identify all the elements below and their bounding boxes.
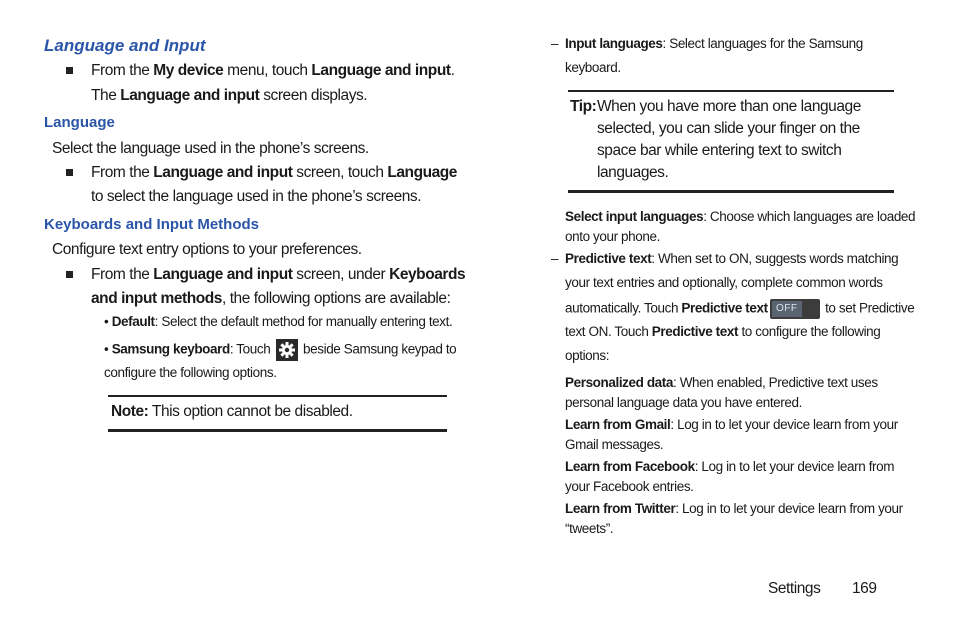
- select-input-languages-line2: onto your phone.: [565, 229, 660, 244]
- personalized-data: Personalized data: When enabled, Predictive text uses: [565, 375, 878, 390]
- step-language-line2: to select the language used in the phone’s screens.: [91, 188, 422, 205]
- tip-top-rule: [568, 90, 894, 92]
- gear-icon: [276, 339, 298, 361]
- note-bottom-rule: [108, 429, 447, 432]
- dash-bullet: –: [551, 251, 559, 266]
- bullet-default: • Default: Select the default method for manually entering text.: [104, 314, 453, 329]
- predictive-text-line4: text ON. Touch Predictive text to configure the following: [565, 324, 881, 339]
- language-description: Select the language used in the phone’s screens.: [52, 140, 369, 157]
- predictive-text-toggle[interactable]: [770, 299, 820, 319]
- tip-bottom-rule: [568, 190, 894, 193]
- subheading-language: Language: [44, 114, 115, 131]
- select-input-languages: Select input languages: Choose which languages are loaded: [565, 209, 916, 224]
- subheading-keyboards: Keyboards and Input Methods: [44, 216, 260, 233]
- tip-line-2: selected, you can slide your finger on the: [597, 120, 860, 137]
- step-my-device: From the My device menu, touch Language and input.: [91, 62, 455, 79]
- page-number: 169: [852, 580, 877, 597]
- footer-section: Settings: [768, 580, 821, 597]
- bullet-square: [66, 169, 73, 176]
- learn-from-twitter-line2: “tweets”.: [565, 521, 614, 536]
- personalized-data-line2: personal language data you have entered.: [565, 395, 802, 410]
- learn-from-facebook: Learn from Facebook: Log in to let your device learn from: [565, 459, 895, 474]
- predictive-text-line2: your text entries and optionally, complete common words: [565, 275, 883, 290]
- input-languages: Input languages: Select languages for the Samsung: [565, 36, 863, 51]
- tip-label-bold: Tip:: [570, 98, 597, 115]
- bullet-square: [66, 271, 73, 278]
- keyboards-description: Configure text entry options to your preferences.: [52, 241, 362, 258]
- step-my-device-line2: The Language and input screen displays.: [91, 87, 368, 104]
- learn-from-twitter: Learn from Twitter: Log in to let your device learn from your: [565, 501, 903, 516]
- predictive-text-line5: options:: [565, 348, 610, 363]
- step-keyboards-line2: and input methods, the following options are available:: [91, 290, 451, 307]
- bullet-samsung-keyboard: • Samsung keyboard: Touch beside Samsung keypad to: [104, 339, 456, 361]
- note: Note: This option cannot be disabled.: [111, 403, 353, 420]
- section-heading-language-and-input: Language and Input: [44, 36, 206, 55]
- bullet-square: [66, 67, 73, 74]
- tip-line-4: languages.: [597, 164, 669, 181]
- predictive-text-line3: automatically. Touch Predictive text OFF to set Predictive: [565, 299, 914, 319]
- bullet-samsung-keyboard-line2: configure the following options.: [104, 365, 277, 380]
- tip-line-1: When you have more than one language: [597, 98, 861, 115]
- learn-from-facebook-line2: your Facebook entries.: [565, 479, 694, 494]
- learn-from-gmail-line2: Gmail messages.: [565, 437, 664, 452]
- tip-line-3: space bar while entering text to switch: [597, 142, 842, 159]
- step-language: From the Language and input screen, touch Language: [91, 164, 457, 181]
- note-top-rule: [108, 395, 447, 397]
- learn-from-gmail: Learn from Gmail: Log in to let your device learn from your: [565, 417, 898, 432]
- input-languages-line2: keyboard.: [565, 60, 621, 75]
- dash-bullet: –: [551, 36, 559, 51]
- predictive-text: Predictive text: When set to ON, suggests words matching: [565, 251, 899, 266]
- toggle-off-label: OFF: [772, 301, 802, 317]
- step-keyboards: From the Language and input screen, under Keyboards: [91, 266, 466, 283]
